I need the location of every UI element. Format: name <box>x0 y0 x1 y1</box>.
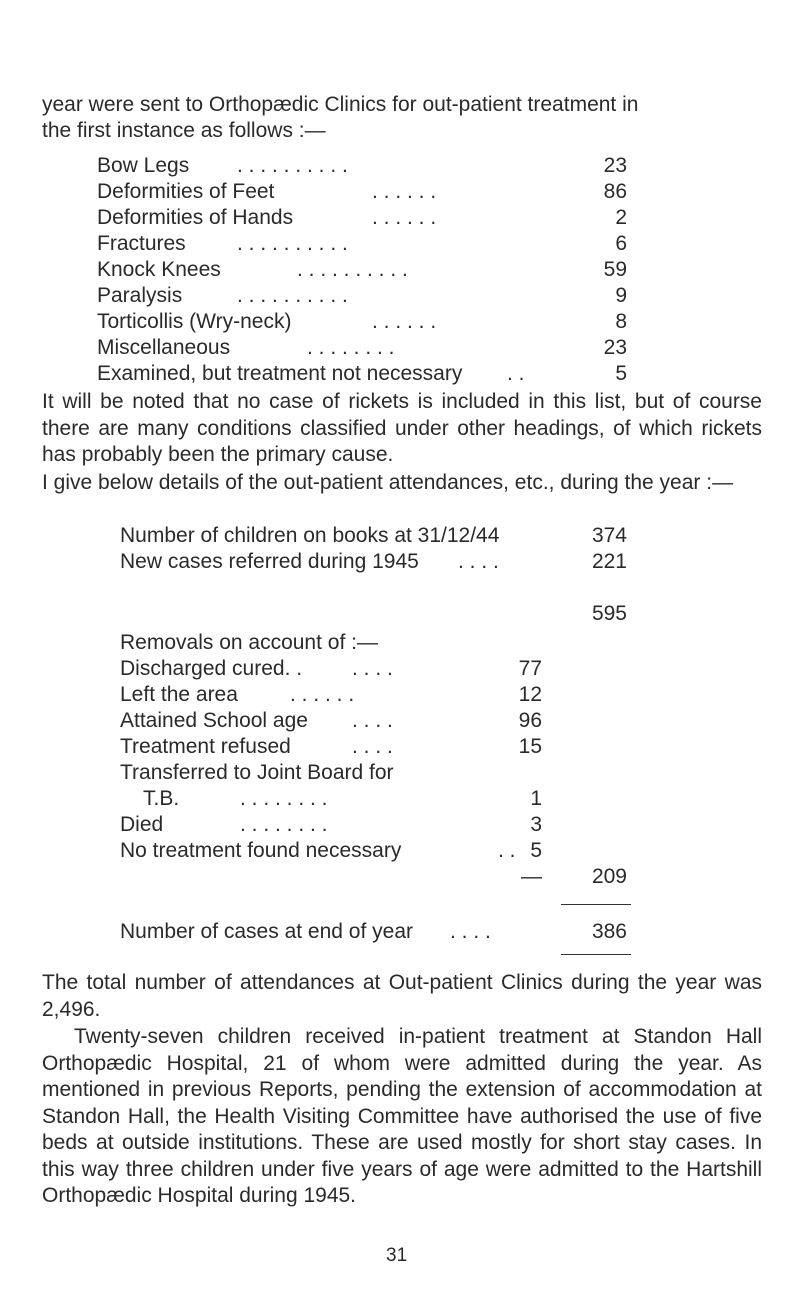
condition-count: 23 <box>603 154 627 177</box>
removal-count: 15 <box>518 735 542 758</box>
summary-value: 221 <box>591 550 627 573</box>
intro-line-1: year were sent to Orthopædic Clinics for out-patient treatment in <box>42 93 639 116</box>
summary-label: Number of cases at end of year <box>120 920 413 943</box>
removals-total: 209 <box>591 865 627 888</box>
condition-count: 2 <box>615 206 627 229</box>
removal-count: 12 <box>518 683 542 706</box>
total-rule-bottom <box>561 954 631 955</box>
removal-label: Transferred to Joint Board for <box>120 761 394 784</box>
removal-count: 3 <box>530 813 542 836</box>
leader-dots: . . . . . . . . . . <box>237 154 348 177</box>
leader-dots: . . <box>498 839 516 862</box>
condition-label: Miscellaneous <box>97 336 231 359</box>
condition-count: 5 <box>615 362 627 385</box>
condition-label: Deformities of Hands <box>97 206 294 229</box>
removal-label: Discharged cured. . <box>120 657 303 680</box>
leader-dots: . . . . . . . . <box>240 813 328 836</box>
leader-dots: . . . . <box>458 550 499 573</box>
condition-label: Knock Knees <box>97 258 221 281</box>
removal-label: Died <box>120 813 164 836</box>
paragraph-standon-hall: Twenty-seven children received in-patient treatment at Standon Hall Orthopædic Hospital, 21 of whom were admitted during the year. As mentioned in previous Reports, pending the extension of accommodation at Standon Hall, the Health Visiting Committee have authorised the use of five beds at outside institutions. These are used mostly for short stay cases. In this way three children under five years of age were admitted to the Hartshill Orthopædic Hospital during 1945. <box>42 1025 762 1207</box>
summary-value: 374 <box>591 524 627 547</box>
paragraph-total-attendances: The total number of attendances at Out-patient Clinics during the year was 2,496. <box>42 971 762 1021</box>
condition-label: Examined, but treatment not necessary <box>97 362 463 385</box>
paragraph-rickets: It will be noted that no case of rickets is included in this list, but of course there are many conditions classified under other headings, of which rickets has probably been the primary cause. <box>42 390 762 466</box>
leader-dots: . . . . . . <box>372 180 437 203</box>
page-number: 31 <box>386 1245 408 1266</box>
leader-dots: . . . . <box>352 709 393 732</box>
condition-count: 6 <box>615 232 627 255</box>
leader-dots: . . . . . . <box>372 206 437 229</box>
summary-label: New cases referred during 1945 <box>120 550 419 573</box>
condition-count: 8 <box>615 310 627 333</box>
leader-dots: . . . . . . . . . . <box>297 258 408 281</box>
total-rule-top <box>561 904 631 905</box>
removal-count: 5 <box>530 839 542 862</box>
leader-dots: . . . . . . <box>290 683 355 706</box>
removal-label: Treatment refused <box>120 735 291 758</box>
condition-count: 86 <box>603 180 627 203</box>
condition-label: Bow Legs <box>97 154 190 177</box>
removal-count: 1 <box>530 787 542 810</box>
removal-label: No treatment found necessary <box>120 839 402 862</box>
removal-count: 96 <box>518 709 542 732</box>
leader-dots: . . . . <box>352 735 393 758</box>
removal-label: T.B. <box>143 787 180 810</box>
leader-dots: . . . . . . . . <box>240 787 328 810</box>
condition-count: 59 <box>603 258 627 281</box>
leader-dots: . . . . . . . . . . <box>237 232 348 255</box>
dash: — <box>521 865 542 888</box>
intro-line-2: the first instance as follows :— <box>42 119 326 142</box>
summary-label: Number of children on books at 31/12/44 <box>120 524 500 547</box>
leader-dots: . . . . . . . . <box>307 336 395 359</box>
leader-dots: . . <box>507 362 525 385</box>
condition-count: 9 <box>615 284 627 307</box>
removal-label: Attained School age <box>120 709 308 732</box>
leader-dots: . . . . <box>352 657 393 680</box>
condition-label: Paralysis <box>97 284 183 307</box>
summary-value: 386 <box>591 920 627 943</box>
removal-label: Left the area <box>120 683 238 706</box>
condition-count: 23 <box>603 336 627 359</box>
condition-label: Deformities of Feet <box>97 180 275 203</box>
condition-label: Fractures <box>97 232 186 255</box>
subtotal-value: 595 <box>591 602 627 625</box>
condition-label: Torticollis (Wry-neck) <box>97 310 292 333</box>
leader-dots: . . . . . . . . . . <box>237 284 348 307</box>
leader-dots: . . . . <box>450 920 491 943</box>
paragraph-details-intro: I give below details of the out-patient attendances, etc., during the year :— <box>42 471 734 494</box>
leader-dots: . . . . . . <box>372 310 437 333</box>
removal-count: 77 <box>518 657 542 680</box>
removals-heading: Removals on account of :— <box>120 631 378 654</box>
